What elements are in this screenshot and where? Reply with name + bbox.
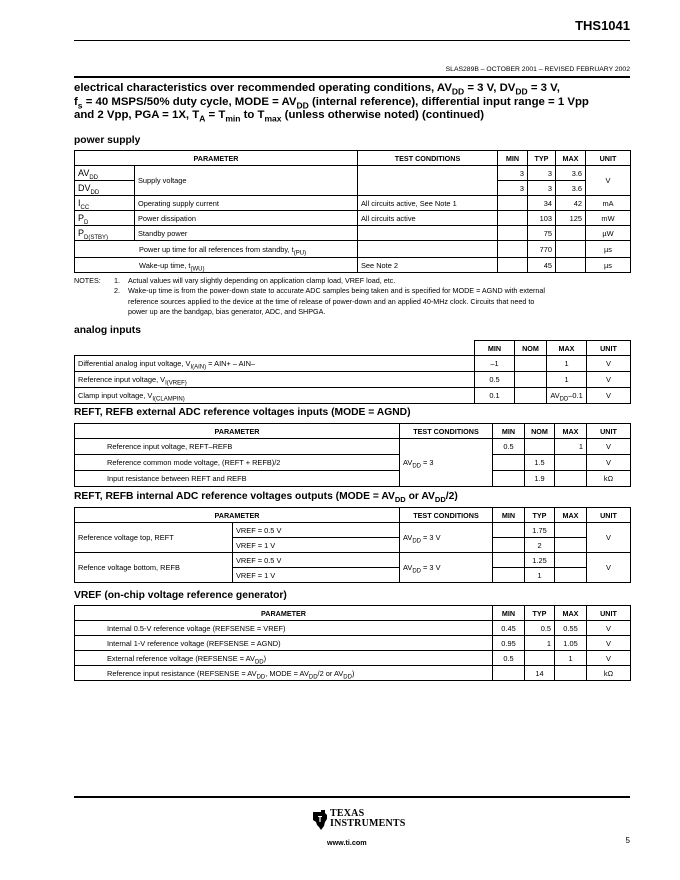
vref-input-desc: Reference input voltage, $V_{I(VREF)}$ [75,372,475,388]
reft-refb-max: 1 [555,439,587,455]
logo-text-instruments: INSTRUMENTS [330,818,406,829]
clamp-unit: V [587,388,631,404]
table-row [75,372,631,388]
icc-test: All circuits active, See Note 1 [358,196,498,211]
avdd-min: 3 [498,166,528,181]
vref-internal-05-min: 0.45 [493,621,525,636]
reft-refb-unit: V [587,439,631,455]
pdstby-typ: 75 [528,226,556,241]
header-max: MAX [555,424,587,439]
ref-internal-table [74,507,631,583]
header-nom: NOM [515,341,547,356]
refb-cond-1: VREF = 0.5 V [233,553,400,568]
pdstby-unit: µW [586,226,631,241]
pd-unit: mW [586,211,631,226]
wu-typ: 45 [528,258,556,273]
ref-input-resistance-unit: kΩ [587,666,631,681]
ti-state-icon [312,810,328,830]
table-row [75,471,631,487]
page-number: 5 [625,836,630,845]
reft-refb-min: 0.5 [493,439,525,455]
header-min: MIN [493,606,525,621]
reft-cond-2: VREF = 1 V [233,538,400,553]
symbol-pd: $P_D$ [75,211,135,226]
reft-unit: V [587,523,631,553]
icc-max: 42 [556,196,586,211]
header-min: MIN [475,341,515,356]
section-title-power-supply: power supply [74,135,141,146]
header-max: MAX [555,606,587,621]
vref-external-max: 1 [555,651,587,666]
ain-desc: Differential analog input voltage, $V_{I(AIN)} = AIN+ - AIN-$ [75,356,475,372]
vref-internal-1-min: 0.95 [493,636,525,651]
header-unit: UNIT [587,424,631,439]
dvdd-max: 3.6 [556,181,586,196]
table-row [75,455,631,471]
header-unit: UNIT [587,606,631,621]
wu-test: See Note 2 [358,258,498,273]
header-min: MIN [498,151,528,166]
vref-internal-1-unit: V [587,636,631,651]
refb-unit: V [587,553,631,583]
clamp-max: $AV_{DD}-0.1$ [547,388,587,404]
pdstby-desc: Standby power [135,226,358,241]
icc-desc: Operating supply current [135,196,358,211]
table-row [75,523,631,538]
note-2-number: 2. [114,286,120,296]
header-parameter: PARAMETER [75,424,400,439]
symbol-dvdd: $DV_{DD}$ [75,181,135,196]
table-row [75,621,631,636]
vref-internal-05-max: 0.55 [555,621,587,636]
reft-typ-2: 2 [525,538,555,553]
conditions-heading: electrical characteristics over recommended operating conditions, $AV_{DD} = 3$ V, $DV_{DD} = 3$ V, $f_s = 40$ MSPS/50% duty cycle, MODE = $AV_{DD}$ (internal reference), differential input range = 1 Vpp and 2 Vpp, PGA = 1X, $T_A = T_{min}$ to $T_{max}$ (unless otherwise noted) (continued) [74,82,589,124]
table-row [75,636,631,651]
header-rule-thick [74,76,630,78]
refb-test: $AV_{DD} = 3$ V [400,553,493,583]
pd-desc: Power dissipation [135,211,358,226]
table-row [75,241,631,258]
ain-unit: V [587,356,631,372]
table-row [75,166,631,181]
vref-input-max: 1 [547,372,587,388]
header-nom: NOM [525,424,555,439]
vref-internal-1-typ: 1 [525,636,555,651]
header-rule [74,40,630,41]
ref-input-resistance-typ: 14 [525,666,555,681]
reft-refb-desc: Reference input voltage, REFT–REFB [75,439,400,455]
vref-external-desc: External reference voltage (REFSENSE = $AV_{DD}$) [75,651,493,666]
table-row [75,666,631,681]
dvdd-min: 3 [498,181,528,196]
table-row [75,211,631,226]
section-title-vref: VREF (on-chip voltage reference generator) [74,590,287,601]
vref-external-unit: V [587,651,631,666]
table-header-row [75,606,631,621]
section-title-ref-internal: REFT, REFB internal ADC reference voltages outputs (MODE = $AV_{DD}$ or $AV_{DD}/2$) [74,491,458,505]
ain-min: –1 [475,356,515,372]
header-typ: TYP [525,606,555,621]
header-min: MIN [493,508,525,523]
table-row [75,356,631,372]
header-parameter: PARAMETER [75,151,358,166]
part-number: THS1041 [575,18,630,33]
header-min: MIN [493,424,525,439]
vref-internal-05-unit: V [587,621,631,636]
vref-input-min: 0.5 [475,372,515,388]
refext-test: $AV_{DD} = 3$ [400,439,493,487]
reft-desc: Reference voltage top, REFT [75,523,233,553]
header-max: MAX [555,508,587,523]
symbol-icc: $I_{CC}$ [75,196,135,211]
clamp-min: 0.1 [475,388,515,404]
ain-max: 1 [547,356,587,372]
table-header-row [75,424,631,439]
power-supply-table [74,150,631,273]
refb-typ-2: 1 [525,568,555,583]
table-row [75,439,631,455]
supply-unit: V [586,166,631,196]
reft-cond-1: VREF = 0.5 V [233,523,400,538]
header-test-conditions: TEST CONDITIONS [358,151,498,166]
avdd-typ: 3 [528,166,556,181]
note-2-line-1: Wake-up time is from the power-down state to accurate ADC samples being taken and is specified for MODE = AGND with external [128,286,545,296]
table-header-row [75,151,631,166]
section-title-ref-external: REFT, REFB external ADC reference voltages inputs (MODE = AGND) [74,407,411,418]
refb-typ-1: 1.25 [525,553,555,568]
input-resistance-desc: Input resistance between REFT and REFB [75,471,400,487]
note-1-number: 1. [114,276,120,285]
pu-unit: µs [586,241,631,258]
vref-internal-05-typ: 0.5 [525,621,555,636]
supply-voltage-desc: Supply voltage [135,166,358,196]
header-max: MAX [556,151,586,166]
header-parameter: PARAMETER [75,606,493,621]
table-row [75,196,631,211]
refb-desc: Refence voltage bottom, REFB [75,553,233,583]
supply-test-empty [358,166,498,196]
table-header-row [75,341,631,356]
header-test-conditions: TEST CONDITIONS [400,508,493,523]
header-unit: UNIT [587,341,631,356]
icc-typ: 34 [528,196,556,211]
dvdd-typ: 3 [528,181,556,196]
header-unit: UNIT [587,508,631,523]
ref-input-resistance-desc: Reference input resistance (REFSENSE = $AV_{DD}$, MODE = $AV_{DD}/2$ or $AV_{DD}$) [75,666,493,681]
pd-max: 125 [556,211,586,226]
table-row [75,553,631,568]
pu-typ: 770 [528,241,556,258]
notes [74,276,630,318]
vref-table [74,605,631,681]
common-mode-nom: 1.5 [525,455,555,471]
document-id: SLAS289B – OCTOBER 2001 – REVISED FEBRUARY 2002 [445,66,630,73]
wu-desc: Wake-up time, $t_{(WU)}$ [75,258,358,273]
header-typ: TYP [525,508,555,523]
input-resistance-unit: kΩ [587,471,631,487]
header-typ: TYP [528,151,556,166]
reft-test: $AV_{DD} = 3$ V [400,523,493,553]
clamp-desc: Clamp input voltage, $V_{I(CLAMPIN)}$ [75,388,475,404]
note-1: Actual values will vary slightly depending on application clamp load, VREF load, etc. [128,276,396,285]
footer-url[interactable]: www.ti.com [327,838,367,847]
section-title-analog-inputs: analog inputs [74,325,141,336]
wu-unit: µs [586,258,631,273]
notes-label: NOTES: [74,276,101,285]
vref-internal-1-max: 1.05 [555,636,587,651]
vref-external-min: 0.5 [493,651,525,666]
analog-inputs-table [74,340,631,404]
vref-internal-1-desc: Internal 1-V reference voltage (REFSENSE = AGND) [75,636,493,651]
pd-typ: 103 [528,211,556,226]
table-row [75,226,631,241]
header-parameter: PARAMETER [75,508,400,523]
table-row [75,258,631,273]
header-unit: UNIT [586,151,631,166]
pd-test: All circuits active [358,211,498,226]
footer-rule [74,796,630,798]
vref-internal-05-desc: Internal 0.5-V reference voltage (REFSENSE = VREF) [75,621,493,636]
table-row [75,651,631,666]
icc-unit: mA [586,196,631,211]
logo-text-texas: TEXAS [330,808,365,819]
input-resistance-nom: 1.9 [525,471,555,487]
reft-typ-1: 1.75 [525,523,555,538]
avdd-max: 3.6 [556,166,586,181]
table-row [75,388,631,404]
note-2-line-3: power up are the bandgap, bias generator, ADC, and SHPGA. [128,307,326,317]
symbol-avdd: $AV_{DD}$ [75,166,135,181]
header-test-conditions: TEST CONDITIONS [400,424,493,439]
header-max: MAX [547,341,587,356]
pu-desc: Power up time for all references from standby, $t_{(PU)}$ [75,241,358,258]
common-mode-unit: V [587,455,631,471]
note-2-line-2: reference sources applied to the device at the time of release of power-down and an applied 40-MHz clock. Circuits that need to [128,296,535,306]
refb-cond-2: VREF = 1 V [233,568,400,583]
common-mode-desc: Reference common mode voltage, (REFT + REFB)/2 [75,455,400,471]
symbol-pd-stby: $P_{D(STBY)}$ [75,226,135,241]
vref-input-unit: V [587,372,631,388]
table-header-row [75,508,631,523]
ref-external-table [74,423,631,487]
